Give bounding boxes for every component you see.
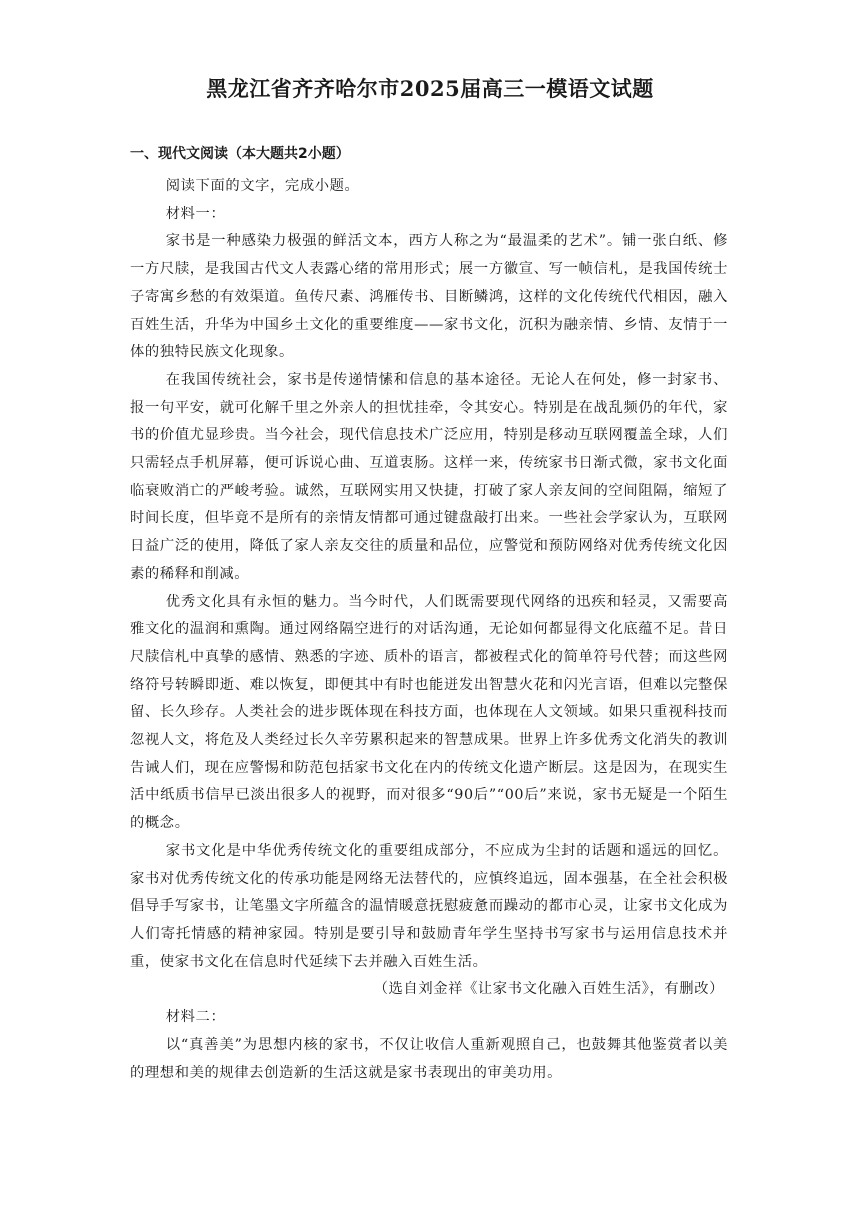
material1-paragraph-4: 家书文化是中华优秀传统文化的重要组成部分，不应成为尘封的话题和遥远的回忆。家书对优秀传统文化的传承功能是网络无法替代的，应慎终追远，固本强基，在全社会积极倡导手写家书，让笔墨文字所蕴含的温情暖意抚慰疲惫而躁动的都市心灵，让家书文化成为人们寄托情感的精神家园。特别是要引导和鼓励青年学生坚持书写家书与运用信息技术并重，使家书文化在信息时代延续下去并融入百姓生活。 xyxy=(130,842,728,970)
material1-paragraph-1: 家书是一种感染力极强的鲜活文本，西方人称之为“最温柔的艺术”。铺一张白纸、修一方尺牍，是我国古代文人表露心绪的常用形式；展一方徽宣、写一帧信札，是我国传统士子寄寓乡愁的有效渠道。鱼传尺素、鸿雁传书、目断鳞鸿，这样的文化传统代代相因，融入百姓生活，升华为中国乡土文化的重要维度——家书文化，沉积为融亲情、乡情、友情于一体的独特民族文化现象。 xyxy=(130,233,728,361)
material2-label: 材料二： xyxy=(165,1009,226,1026)
reading-passage xyxy=(130,173,728,1087)
section-heading: 一、现代文阅读（本大题共2小题） xyxy=(130,146,350,162)
material2-paragraph-1: 以“真善美”为思想内核的家书，不仅让收信人重新观照自己，也鼓舞其他鉴赏者以美的理想和美的规律去创造新的生活这就是家书表现出的审美功用。 xyxy=(130,1036,728,1081)
material1-source: （选自刘金祥《让家书文化融入百姓生活》，有删改） xyxy=(373,981,724,998)
material1-paragraph-2: 在我国传统社会，家书是传递情愫和信息的基本途径。无论人在何处，修一封家书、报一句平安，就可化解千里之外亲人的担忧挂牵，令其安心。特别是在战乱频仍的年代，家书的价值尤显珍贵。当今社会，现代信息技术广泛应用，特别是移动互联网覆盖全球，人们只需轻点手机屏幕，便可诉说心曲、互道衷肠。这样一来，传统家书日渐式微，家书文化面临衰败消亡的严峻考验。诚然，互联网实用又快捷，打破了家人亲友间的空间阻隔，缩短了时间长度，但毕竟不是所有的亲情友情都可通过键盘敲打出来。一些社会学家认为，互联网日益广泛的使用，降低了家人亲友交往的质量和品位，应警觉和预防网络对优秀传统文化因素的稀释和削减。 xyxy=(130,371,728,582)
material1-label: 材料一： xyxy=(165,205,226,222)
document-title: 黑龙江省齐齐哈尔市2025届高三一模语文试题 xyxy=(206,76,654,101)
material1-paragraph-3: 优秀文化具有永恒的魅力。当今时代，人们既需要现代网络的迅疾和轻灵，又需要高雅文化的温润和熏陶。通过网络隔空进行的对话沟通，无论如何都显得文化底蕴不足。昔日尺牍信札中真挚的感情、熟悉的字迹、质朴的语言，都被程式化的简单符号代替；而这些网络符号转瞬即逝、难以恢复，即便其中有时也能迸发出智慧火花和闪光言语，但难以完整保留、长久珍存。人类社会的进步既体现在科技方面，也体现在人文领域。如果只重视科技而忽视人文，将危及人类经过长久辛劳累积起来的智慧成果。世界上许多优秀文化消失的教训告诫人们，现在应警惕和防范包括家书文化在内的传统文化遗产断层。这是因为，在现实生活中纸质书信早已淡出很多人的视野，而对很多“90后”“00后”来说，家书无疑是一个陌生的概念。 xyxy=(130,593,728,832)
instruction-text: 阅读下面的文字，完成小题。 xyxy=(165,178,360,194)
